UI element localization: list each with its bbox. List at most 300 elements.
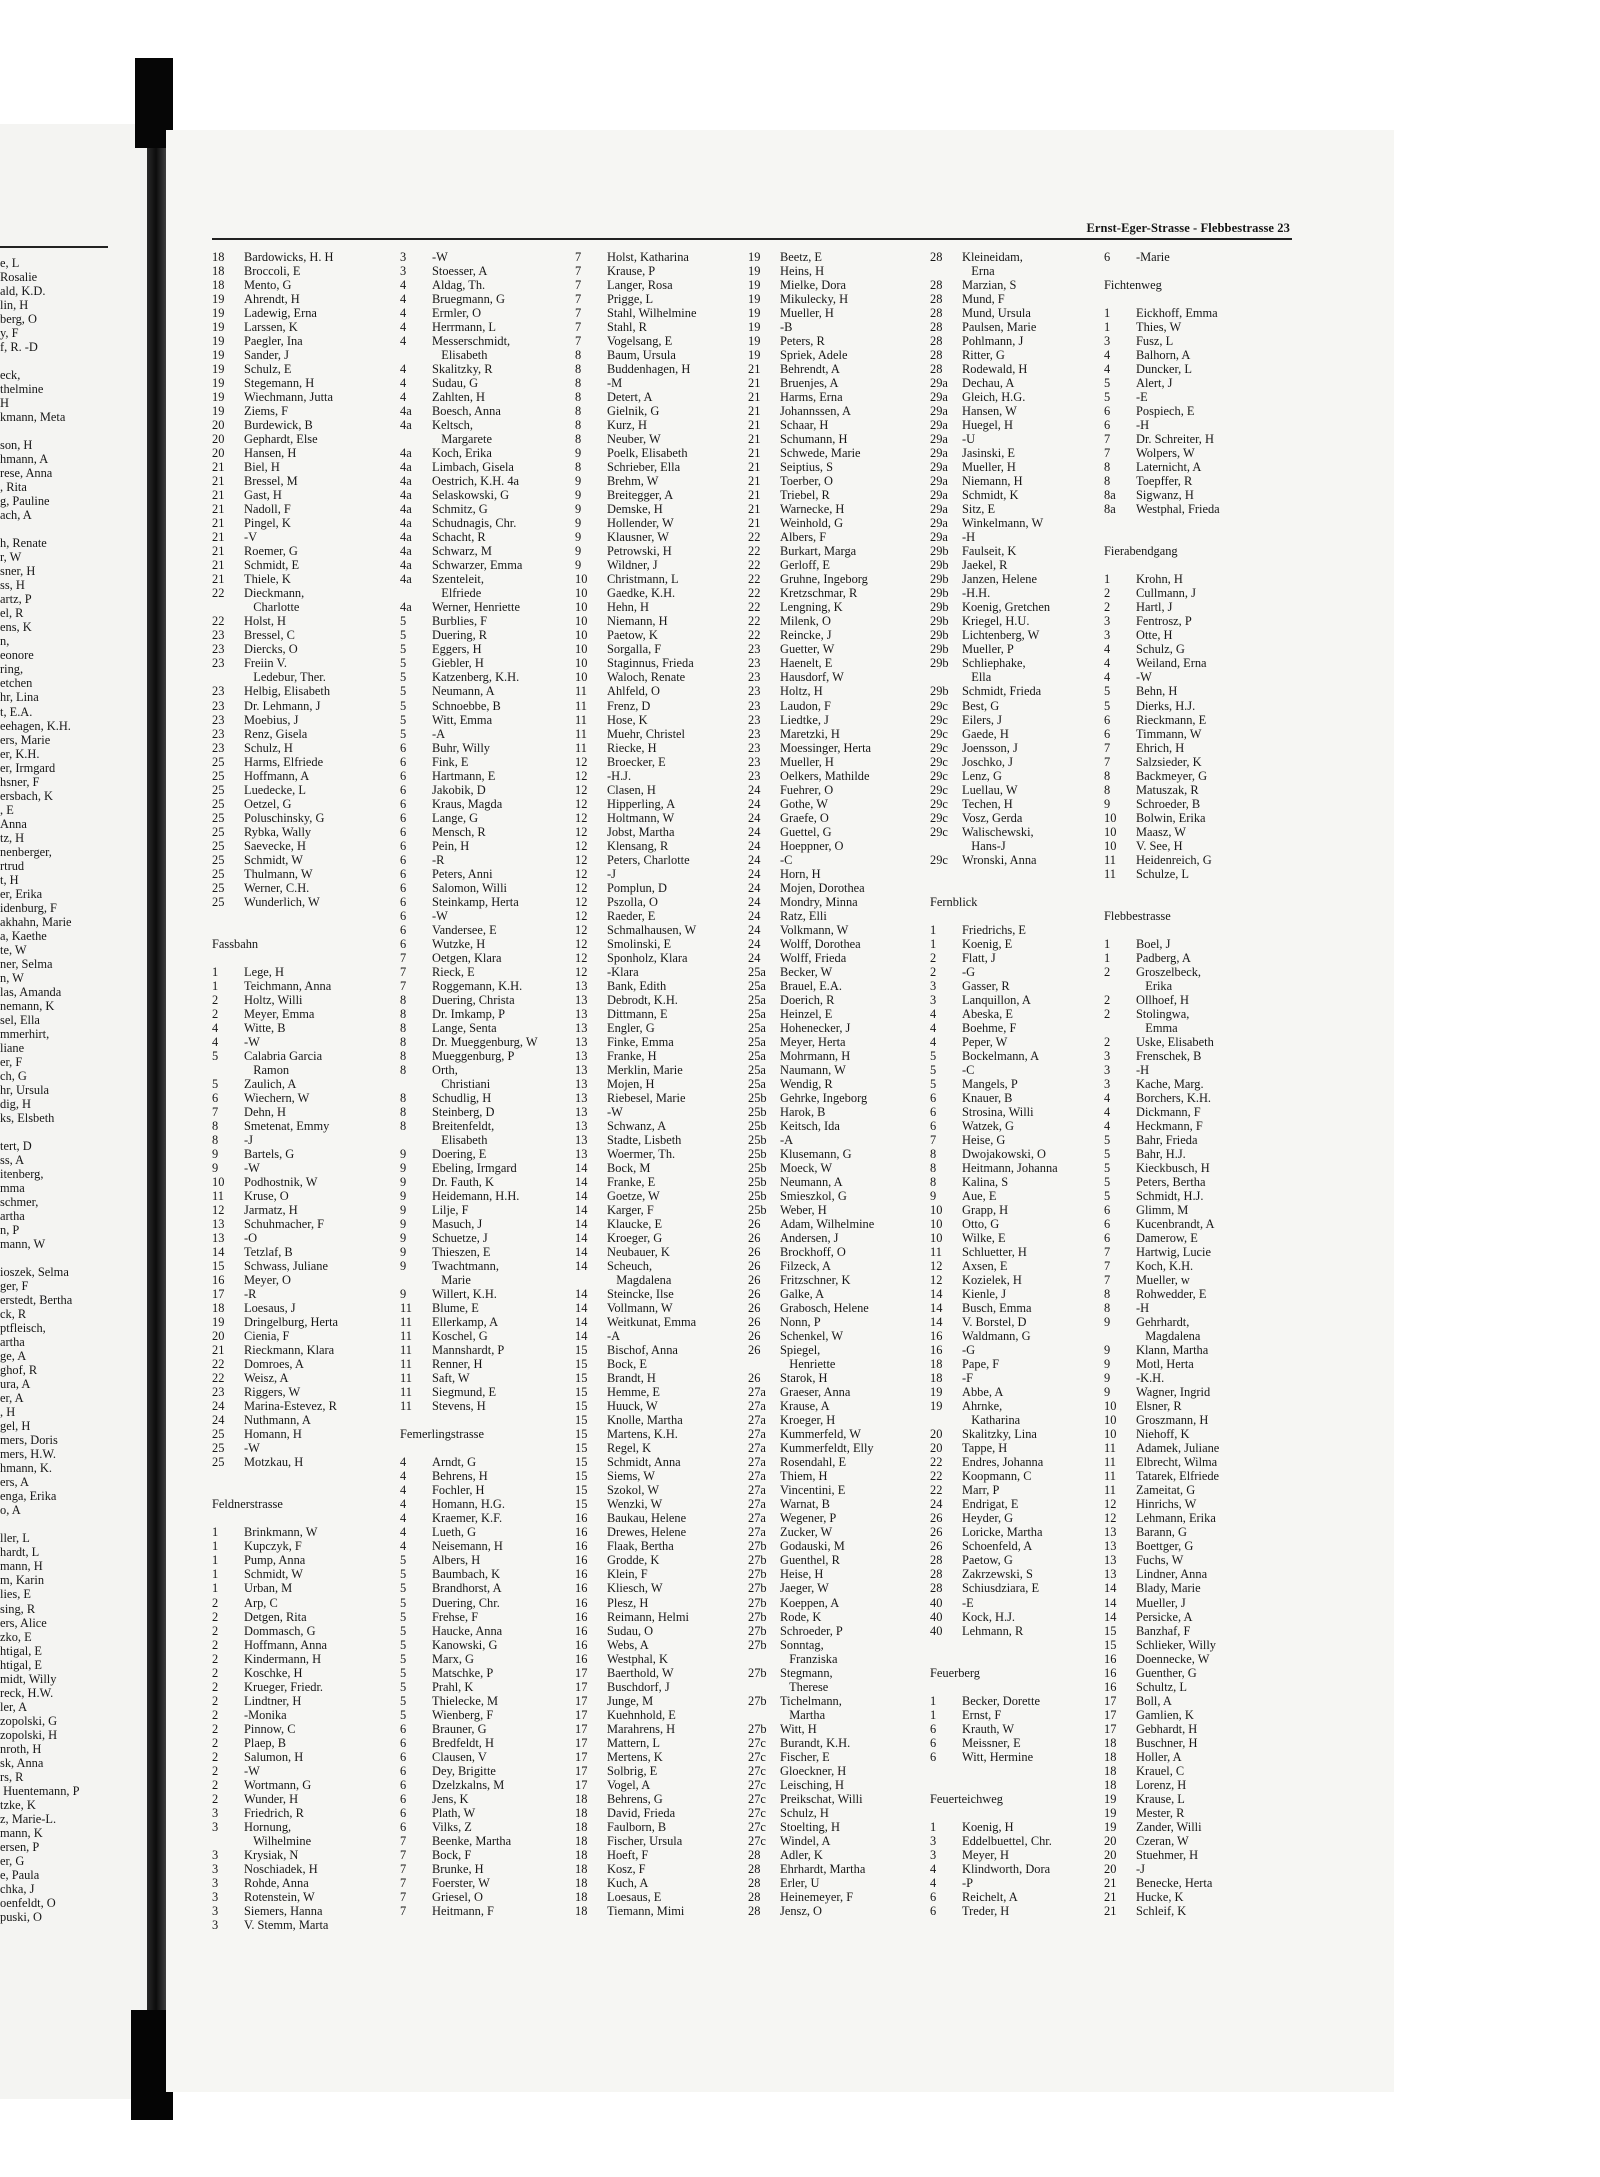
house-number: 16 (930, 1343, 943, 1358)
directory-entry (748, 1694, 874, 1708)
resident-name: Baum, Ursula (607, 348, 676, 363)
directory-entry (400, 1007, 538, 1021)
resident-name: Tappe, H (962, 1441, 1008, 1456)
street-heading (1104, 909, 1220, 923)
directory-entry (1104, 1834, 1220, 1848)
resident-name: Hartmann, E (432, 768, 496, 783)
directory-entry (575, 993, 696, 1007)
directory-entry (212, 1862, 338, 1876)
house-number: 9 (575, 544, 582, 559)
resident-name: Janzen, Helene (962, 572, 1037, 587)
resident-name: Zander, Willi (1136, 1819, 1202, 1834)
directory-entry (748, 1848, 874, 1862)
directory-entry (400, 572, 538, 586)
house-number: 9 (400, 1217, 407, 1232)
directory-entry (400, 825, 538, 839)
directory-entry (212, 334, 338, 348)
facing-page-line: artha (0, 1209, 25, 1224)
resident-name: Mielke, Dora (780, 278, 847, 293)
directory-entry (930, 1161, 1058, 1175)
directory-entry (1104, 1357, 1220, 1371)
directory-entry (575, 1666, 696, 1680)
house-number: 6 (400, 796, 407, 811)
directory-entry (1104, 1301, 1220, 1315)
directory-entry (930, 1049, 1058, 1063)
resident-name: Plesz, H (607, 1595, 649, 1610)
directory-entry (1104, 1722, 1220, 1736)
house-number: 8 (575, 460, 582, 475)
directory-entry (748, 1820, 874, 1834)
resident-name: Weitkunat, Emma (607, 1315, 697, 1330)
house-number: 19 (212, 1315, 225, 1330)
directory-entry (212, 1834, 338, 1848)
directory-entry (400, 600, 538, 614)
resident-name: Gehrhardt, (1136, 1315, 1190, 1330)
house-number: 8 (1104, 474, 1111, 489)
directory-entry (1104, 1007, 1220, 1021)
resident-name: Eilers, J (962, 712, 1002, 727)
directory-entry (212, 713, 338, 727)
resident-name: Harms, Erna (780, 390, 843, 405)
directory-entry (930, 1175, 1058, 1189)
resident-name: Pump, Anna (244, 1553, 306, 1568)
directory-entry (212, 1119, 338, 1133)
house-number: 21 (748, 404, 761, 419)
resident-name: Krohn, H (1136, 572, 1183, 587)
directory-entry (400, 362, 538, 376)
directory-entry (212, 292, 338, 306)
directory-entry (930, 656, 1058, 670)
directory-entry (748, 1553, 874, 1567)
resident-name: Luedecke, L (244, 782, 306, 797)
resident-name: Ernst, F (962, 1707, 1002, 1722)
directory-entry (1104, 1708, 1220, 1722)
house-number: 6 (1104, 1203, 1111, 1218)
house-number: 21 (748, 488, 761, 503)
house-number: 5 (400, 1651, 407, 1666)
resident-name: Vosz, Gerda (962, 810, 1023, 825)
resident-name: -C (962, 1062, 975, 1077)
directory-entry (212, 923, 338, 937)
resident-name: Stuehmer, H (1136, 1847, 1199, 1862)
directory-entry (575, 474, 696, 488)
directory-entry (212, 1736, 338, 1750)
house-number: 9 (400, 1189, 407, 1204)
directory-entry (575, 1764, 696, 1778)
house-number: 15 (212, 1259, 225, 1274)
directory-entry (748, 418, 874, 432)
resident-name: Meyer, H (962, 1847, 1009, 1862)
resident-name: Boettger, G (1136, 1539, 1194, 1554)
resident-name: Vandersee, E (432, 922, 497, 937)
house-number: 15 (575, 1497, 588, 1512)
resident-name: Kock, H.J. (962, 1609, 1015, 1624)
resident-name: Klaucke, E (607, 1217, 663, 1232)
house-number: 16 (575, 1609, 588, 1624)
resident-name: Domroes, A (244, 1357, 304, 1372)
directory-entry (748, 264, 874, 278)
resident-name: Reimann, Helmi (607, 1609, 689, 1624)
house-number: 5 (400, 1693, 407, 1708)
facing-page-line: mann, W (0, 1237, 46, 1252)
directory-entry (212, 1624, 338, 1638)
directory-entry (748, 628, 874, 642)
facing-page-line: sk, Anna (0, 1755, 44, 1770)
resident-name: Magdalena (1136, 1329, 1201, 1344)
resident-name: -W (432, 250, 448, 264)
directory-entry (748, 965, 874, 979)
house-number: 27c (748, 1833, 766, 1848)
resident-name: Schmidt, K (962, 488, 1019, 503)
directory-entry (1104, 642, 1220, 656)
house-number: 5 (400, 1707, 407, 1722)
facing-page-line: ghof, R (0, 1363, 38, 1378)
resident-name: Windel, A (780, 1833, 831, 1848)
house-number: 19 (748, 278, 761, 293)
house-number: 27b (748, 1553, 767, 1568)
directory-entry (930, 488, 1058, 502)
directory-entry (575, 1708, 696, 1722)
resident-name: Freiin V. (244, 656, 287, 671)
facing-page-line: hmann, A (0, 452, 49, 467)
directory-entry (575, 1680, 696, 1694)
directory-entry (575, 292, 696, 306)
resident-name: Messerschmidt, (432, 334, 511, 349)
house-number: 6 (400, 838, 407, 853)
directory-entry (748, 783, 874, 797)
directory-entry (748, 306, 874, 320)
directory-entry (212, 1357, 338, 1371)
resident-name: Pospiech, E (1136, 404, 1195, 419)
resident-name: Pomplun, D (607, 880, 667, 895)
house-number: 6 (930, 1721, 937, 1736)
house-number: 18 (575, 1791, 588, 1806)
house-number: 23 (748, 698, 761, 713)
resident-name: Schaar, H (780, 418, 829, 433)
house-number: 7 (1104, 754, 1111, 769)
facing-page-line: mmerhirt, (0, 1026, 50, 1041)
resident-name: Fischer, Ursula (607, 1833, 683, 1848)
directory-entry (400, 1862, 538, 1876)
house-number: 2 (212, 1609, 219, 1624)
directory-entry (575, 1091, 696, 1105)
house-number: 23 (212, 642, 225, 657)
resident-name: Ehrhardt, Martha (780, 1861, 866, 1876)
facing-page-line: tzke, K (0, 1797, 36, 1812)
resident-name: Foerster, W (432, 1875, 490, 1890)
house-number: 5 (400, 1581, 407, 1596)
resident-name: Franziska (780, 1651, 838, 1666)
house-number: 25a (748, 1020, 766, 1035)
directory-entry (1104, 572, 1220, 586)
resident-name: Erika (1136, 978, 1173, 993)
resident-name: Padberg, A (1136, 950, 1191, 965)
house-number: 7 (212, 1104, 219, 1119)
resident-name: Volkmann, W (780, 922, 849, 937)
house-number: 11 (400, 1329, 412, 1344)
directory-entry (748, 923, 874, 937)
facing-page-line: eonore (0, 648, 34, 663)
resident-name: Marr, P (962, 1483, 1000, 1498)
house-number: 2 (212, 1006, 219, 1021)
house-number: 1 (930, 1693, 937, 1708)
resident-name: Thiele, K (244, 572, 291, 587)
facing-page-line: oenfeldt, O (0, 1895, 56, 1910)
facing-page-line (0, 522, 80, 536)
resident-name: Zucker, W (780, 1525, 833, 1540)
facing-page-line: hardt, L (0, 1545, 40, 1560)
house-number: 8 (575, 376, 582, 391)
facing-page-line: zopolski, H (0, 1727, 58, 1742)
directory-entry (575, 1329, 696, 1343)
house-number: 12 (575, 936, 588, 951)
resident-name: Lindner, Anna (1136, 1567, 1208, 1582)
house-number: 10 (575, 586, 588, 601)
house-number: 2 (212, 1693, 219, 1708)
directory-entry (1104, 965, 1220, 979)
directory-entry (212, 1105, 338, 1119)
resident-name: Knauer, B (962, 1090, 1013, 1105)
directory-entry (212, 1820, 338, 1834)
resident-name: Guenther, G (1136, 1665, 1197, 1680)
house-number: 7 (400, 1861, 407, 1876)
resident-name: Dr. Mueggenburg, W (432, 1034, 538, 1049)
resident-name: -H.J. (607, 768, 632, 783)
resident-name: Skalitzky, Lina (962, 1427, 1037, 1442)
directory-entry (1104, 1315, 1220, 1329)
running-head: Ernst-Eger-Strasse - Flebbestrasse 23 (1086, 221, 1290, 235)
house-number: 29b (930, 558, 949, 573)
directory-entry (400, 1091, 538, 1105)
directory-entry (1104, 418, 1220, 432)
resident-name: Podhostnik, W (244, 1175, 318, 1190)
house-number: 20 (1104, 1861, 1117, 1876)
resident-name: Peters, Anni (432, 866, 493, 881)
resident-name: Motl, Herta (1136, 1357, 1194, 1372)
resident-name: Hohenecker, J (780, 1020, 851, 1035)
house-number: 11 (400, 1301, 412, 1316)
house-number: 24 (748, 922, 761, 937)
house-number: 25 (212, 796, 225, 811)
house-number: 29c (930, 726, 948, 741)
house-number: 29a (930, 390, 948, 405)
directory-entry (930, 1890, 1058, 1904)
directory-entry (748, 1063, 874, 1077)
resident-name: Lanquillon, A (962, 992, 1031, 1007)
directory-entry (1104, 1119, 1220, 1133)
resident-name: Hansen, W (962, 404, 1017, 419)
house-number: 9 (575, 488, 582, 503)
directory-entry (575, 797, 696, 811)
house-number: 6 (400, 894, 407, 909)
directory-entry (212, 993, 338, 1007)
resident-name: Klann, Martha (1136, 1343, 1209, 1358)
house-number: 7 (1104, 1273, 1111, 1288)
house-number: 2 (212, 992, 219, 1007)
house-number: 25b (748, 1132, 767, 1147)
directory-entry (212, 909, 338, 923)
resident-name: Thieszen, E (432, 1245, 491, 1260)
house-number: 25 (212, 754, 225, 769)
house-number: 6 (930, 1903, 937, 1918)
resident-name: Burkart, Marga (780, 544, 857, 559)
house-number: 14 (575, 1315, 588, 1330)
house-number: 5 (1104, 1147, 1111, 1161)
resident-name: Dierks, H.J. (1136, 698, 1196, 713)
directory-entry (400, 993, 538, 1007)
resident-name: Ladewig, Erna (244, 306, 317, 321)
resident-name: Stegmann, (780, 1665, 833, 1680)
street-name: Fichtenweg (1104, 278, 1162, 293)
house-number: 21 (1104, 1903, 1117, 1918)
directory-entry (575, 306, 696, 320)
directory-entry (748, 1133, 874, 1147)
directory-entry (930, 825, 1058, 839)
resident-name: Schacht, R (432, 530, 486, 545)
house-number: 14 (575, 1175, 588, 1190)
resident-name: Axsen, E (962, 1259, 1008, 1274)
directory-entry (748, 1638, 874, 1652)
house-number: 27a (748, 1427, 766, 1442)
house-number: 5 (400, 642, 407, 657)
directory-entry (748, 1666, 874, 1680)
house-number: 14 (575, 1329, 588, 1344)
house-number: 27a (748, 1413, 766, 1428)
resident-name: Stadte, Lisbeth (607, 1132, 682, 1147)
facing-page-line: Rosalie (0, 270, 38, 285)
resident-name: Eickhoff, Emma (1136, 306, 1218, 321)
resident-name: Boesch, Anna (432, 404, 501, 419)
resident-name: Christiani (432, 1076, 491, 1091)
house-number: 19 (212, 334, 225, 349)
house-number: 6 (930, 1889, 937, 1904)
resident-name: Schenkel, W (780, 1329, 844, 1344)
street-name: Fernblick (930, 894, 978, 909)
resident-name: Bock, F (432, 1847, 472, 1862)
resident-name: Koch, K.H. (1136, 1259, 1194, 1274)
resident-name: Mikulecky, H (780, 292, 849, 307)
resident-name: Baumbach, K (432, 1567, 501, 1582)
facing-page-line: te, W (0, 942, 27, 957)
house-number: 11 (400, 1399, 412, 1414)
resident-name: -W (244, 1763, 260, 1778)
house-number: 1 (930, 1819, 937, 1834)
directory-entry (748, 1413, 874, 1427)
house-number: 28 (930, 320, 943, 335)
header-rule (212, 238, 1292, 240)
house-number: 15 (575, 1427, 588, 1442)
resident-name: Gerloff, E (780, 558, 831, 573)
directory-entry (1104, 1091, 1220, 1105)
directory-entry (212, 1049, 338, 1063)
house-number: 4a (400, 404, 412, 419)
resident-name: Kroeger, H (780, 1413, 836, 1428)
directory-entry (1104, 1553, 1220, 1567)
house-number: 27c (748, 1735, 766, 1750)
directory-entry (575, 1343, 696, 1357)
house-number: 5 (212, 1076, 219, 1091)
directory-entry (748, 488, 874, 502)
directory-entry (1104, 1848, 1220, 1862)
resident-name: Fink, E (432, 754, 469, 769)
resident-name: Barann, G (1136, 1525, 1187, 1540)
house-number: 5 (930, 1076, 937, 1091)
resident-name: Abbe, A (962, 1385, 1004, 1400)
house-number: 12 (575, 964, 588, 979)
house-number: 14 (575, 1259, 588, 1274)
house-number: 17 (575, 1777, 588, 1792)
resident-name: -U (962, 432, 976, 447)
directory-entry (748, 853, 874, 867)
house-number: 23 (212, 712, 225, 727)
resident-name: Blady, Marie (1136, 1581, 1201, 1596)
directory-entry (400, 278, 538, 292)
facing-page-line: a, Kaethe (0, 928, 47, 943)
house-number: 29c (930, 740, 948, 755)
resident-name: Adler, K (780, 1847, 823, 1862)
directory-entry (212, 1708, 338, 1722)
resident-name: Rohde, Anna (244, 1875, 309, 1890)
house-number: 25b (748, 1118, 767, 1133)
resident-name: Boll, A (1136, 1693, 1172, 1708)
resident-name: Starok, H (780, 1371, 828, 1386)
house-number: 9 (930, 1189, 937, 1204)
resident-name: Hoeft, F (607, 1847, 649, 1862)
directory-entry (400, 1469, 538, 1483)
house-number: 17 (575, 1693, 588, 1708)
resident-name: Junge, M (607, 1693, 654, 1708)
directory-entry (575, 1624, 696, 1638)
house-number: 11 (1104, 866, 1116, 881)
directory-entry (1104, 1680, 1220, 1694)
facing-page-line: rs, R (0, 1769, 24, 1784)
resident-name: Warnecke, H (780, 502, 845, 517)
directory-entry (575, 1890, 696, 1904)
directory-entry (748, 600, 874, 614)
house-number: 19 (748, 292, 761, 307)
resident-name: Adam, Wilhelmine (780, 1217, 875, 1232)
directory-entry (212, 1890, 338, 1904)
directory-entry (1104, 1287, 1220, 1301)
house-number: 29a (930, 446, 948, 461)
house-number: 11 (1104, 1469, 1116, 1484)
directory-entry (748, 1764, 874, 1778)
resident-name: Harms, Elfriede (244, 754, 324, 769)
directory-entry (212, 1175, 338, 1189)
resident-name: -Klara (607, 964, 639, 979)
resident-name: Sigwanz, H (1136, 488, 1194, 503)
street-heading (930, 1666, 1058, 1680)
resident-name: Muehr, Christel (607, 726, 685, 741)
house-number: 23 (748, 726, 761, 741)
directory-entry (930, 1147, 1058, 1161)
resident-name: Filzeck, A (780, 1259, 831, 1274)
house-number: 19 (1104, 1791, 1117, 1806)
house-number: 14 (575, 1287, 588, 1302)
house-number: 5 (400, 698, 407, 713)
house-number: 1 (212, 1567, 219, 1582)
resident-name: Neumann, A (780, 1175, 843, 1190)
house-number: 29a (930, 404, 948, 419)
directory-entry (575, 1469, 696, 1483)
house-number: 1 (1104, 936, 1111, 951)
house-number: 6 (400, 936, 407, 951)
directory-entry (930, 769, 1058, 783)
house-number: 4a (400, 418, 412, 433)
directory-entry (212, 348, 338, 362)
resident-name: Kriegel, H.U. (962, 614, 1030, 629)
resident-name: Selaskowski, G (432, 488, 510, 503)
